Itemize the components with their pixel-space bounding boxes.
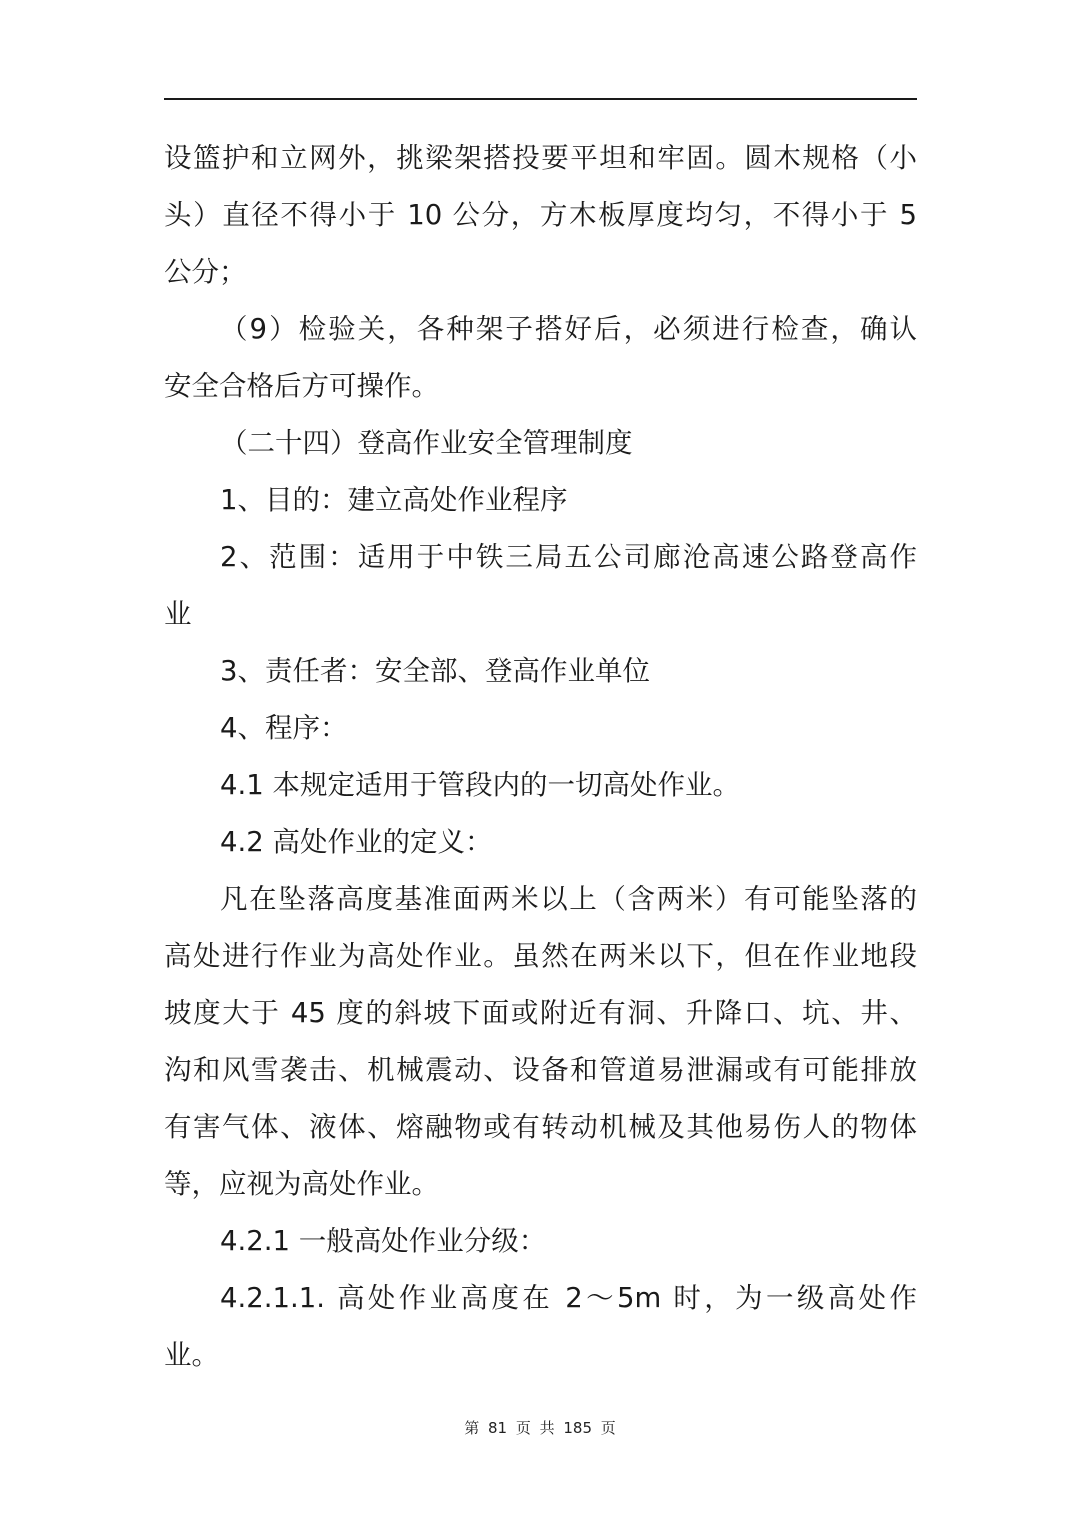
text-line: 2、范围：适用于中铁三局五公司廊沧高速公路登高作 <box>220 541 917 573</box>
text-line: 凡在坠落高度基准面两米以上（含两米）有可能坠落的 <box>220 883 917 915</box>
text-line: 高处进行作业为高处作业。虽然在两米以下，但在作业地段 <box>164 940 917 972</box>
text-line: 4.1 本规定适用于管段内的一切高处作业。 <box>220 769 740 801</box>
text-line: 业 <box>164 598 192 630</box>
text-line: 有害气体、液体、熔融物或有转动机械及其他易伤人的物体 <box>164 1111 917 1143</box>
text-line: 等，应视为高处作业。 <box>164 1168 439 1200</box>
header-rule <box>164 98 917 100</box>
text-line: 头）直径不得小于 10 公分，方木板厚度均匀，不得小于 5 <box>164 199 917 231</box>
text-line: （二十四）登高作业安全管理制度 <box>220 427 633 459</box>
text-line: 4.2.1.1. 高处作业高度在 2～5m 时，为一级高处作 <box>220 1282 917 1314</box>
text-line: 4.2.1 一般高处作业分级： <box>220 1225 547 1257</box>
text-line: 4、程序： <box>220 712 348 744</box>
text-line: 4.2 高处作业的定义： <box>220 826 493 858</box>
text-line: 公分； <box>164 256 247 288</box>
text-line: 坡度大于 45 度的斜坡下面或附近有洞、升降口、坑、井、 <box>164 997 917 1029</box>
text-line: 1、目的：建立高处作业程序 <box>220 484 568 516</box>
text-line: 安全合格后方可操作。 <box>164 370 439 402</box>
document-body <box>164 130 917 1384</box>
text-line: 沟和风雪袭击、机械震动、设备和管道易泄漏或有可能排放 <box>164 1054 917 1086</box>
page-number-footer: 第 81 页 共 185 页 <box>464 1419 616 1437</box>
text-line: 设篮护和立网外，挑梁架搭投要平坦和牢固。圆木规格（小 <box>164 142 917 174</box>
text-line: （9）检验关，各种架子搭好后，必须进行检查，确认 <box>220 313 917 345</box>
text-line: 3、责任者：安全部、登高作业单位 <box>220 655 650 687</box>
text-line: 业。 <box>164 1339 219 1371</box>
